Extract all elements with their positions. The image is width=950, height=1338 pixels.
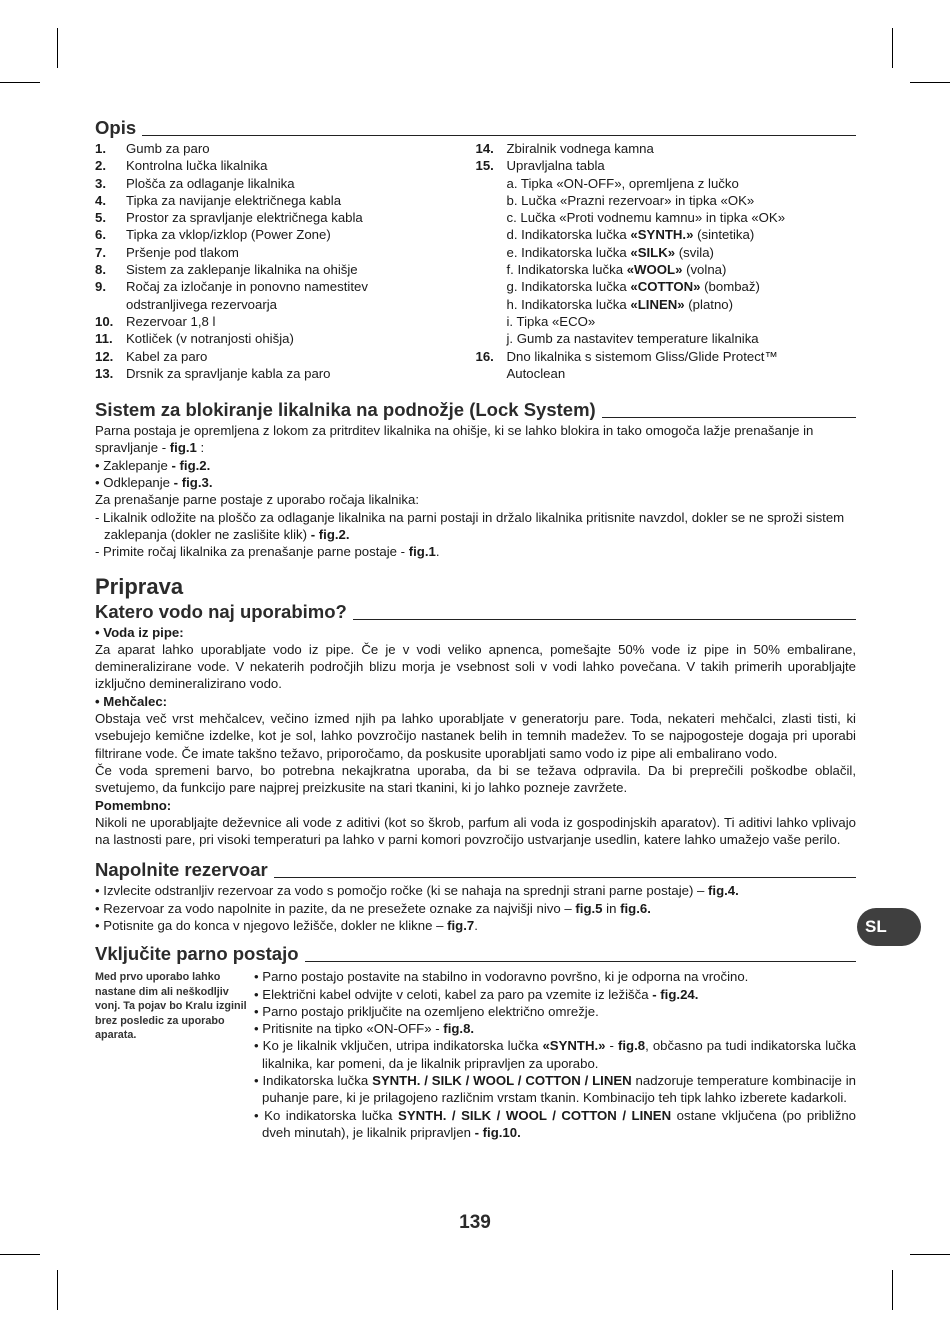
dash-item: - Likalnik odložite na ploščo za odlaganje likalnika na parni postaji in držalo likalnika pritisnite navzdol, dokler se ne sproži sistem zaklepanja (dokler ne zaslišite klik) - fig.2.: [95, 509, 845, 542]
bullet-item: • Zaklepanje - fig.2.: [95, 457, 211, 473]
switch-on-steps: [250, 968, 856, 1141]
bullet-item: • Električni kabel odvijte v celoti, kabel za paro pa vzemite iz ležišča - fig.24.: [254, 986, 699, 1002]
list-item-continuation: odstranljivega rezervoarja: [126, 296, 277, 312]
crop-mark: [57, 1270, 58, 1310]
crop-mark: [910, 1254, 950, 1255]
heading-rule: [353, 619, 856, 620]
list-item: 6. Tipka za vklop/izklop (Power Zone): [95, 227, 331, 243]
crop-mark: [910, 82, 950, 83]
bullet-item: • Ko indikatorska lučka SYNTH. / SILK / WOOL / COTTON / LINEN ostane vključena (po približno dveh minutah), je likalnik pripravljen - fig.10.: [254, 1107, 856, 1140]
paragraph: Za prenašanje parne postaje z uporabo ročaja likalnika:: [95, 492, 420, 508]
list-item: 14. Zbiralnik vodnega kamna: [475, 141, 654, 156]
bullet-item: • Odklepanje - fig.3.: [95, 475, 213, 491]
switch-on-section: [95, 968, 856, 1141]
crop-mark: [0, 82, 40, 83]
side-note: Med prvo uporabo lahko nastane dim ali neškodljiv vonj. Ta pojav bo Kralu izginil brez posledic za uporabo aparata.: [95, 971, 247, 1042]
language-badge: SL: [857, 908, 921, 946]
sub-item: e. Indikatorska lučka «SILK» (svila): [506, 244, 714, 260]
list-item: 1. Gumb za paro: [95, 141, 210, 156]
paragraph: Nikoli ne uporabljajte deževnice ali vode z aditivi (kot so škrob, parfum ali voda iz gospodinjskih aparatov). Ti aditivi lahko vplivajo na lastnosti pare, pri visoki temperaturi pa lahko v parni komori povzročijo ustvarjanje usedlin, katere lahko umažejo vaše perilo.: [95, 814, 856, 848]
section-heading-fill: [95, 858, 856, 882]
list-item: 4. Tipka za navijanje električnega kabla: [95, 192, 342, 208]
list-item: 13. Drsnik za spravljanje kabla za paro: [95, 365, 331, 381]
bullet-item: • Parno postajo postavite na stabilno in vodoravno površno, ki je odporna na vročino.: [254, 969, 749, 985]
bullet-item: • Ko je likalnik vključen, utripa indikatorska lučka «SYNTH.» - fig.8, občasno pa tudi indikatorska lučka likalnika, kar pomeni, da je likalnik pripravljen za uporabo.: [254, 1038, 856, 1071]
sub-item: a. Tipka «ON-OFF», opremljena z lučko: [506, 175, 739, 191]
bullet-item: • Parno postajo priključite na ozemljeno električno omrežje.: [254, 1003, 599, 1019]
subheading: • Mehčalec:: [95, 693, 168, 709]
list-item: 16. Dno likalnika s sistemom Gliss/Glide Protect™: [475, 348, 778, 364]
subheading: Pomembno:: [95, 797, 172, 813]
list-item: 15. Upravljalna tabla: [475, 158, 605, 174]
section-title: Opis: [95, 117, 137, 138]
list-item: 3. Plošča za odlaganje likalnika: [95, 175, 295, 191]
sub-item: g. Indikatorska lučka «COTTON» (bombaž): [506, 279, 760, 295]
chapter-title: Priprava: [95, 573, 184, 599]
fill-section-body: [95, 882, 856, 934]
parts-list-right: [476, 140, 857, 382]
list-item: 5. Prostor za spravljanje električnega kabla: [95, 210, 363, 226]
sub-item: h. Indikatorska lučka «LINEN» (platno): [506, 296, 734, 312]
bullet-item: • Pritisnite na tipko «ON-OFF» - fig.8.: [254, 1021, 475, 1037]
paragraph: Parna postaja je opremljena z lokom za pritrditev likalnika na ohišje, ki se lahko blokira in tako omogoča lažje prenašanje in spravljanje - fig.1 :: [95, 423, 814, 456]
list-item: 12. Kabel za paro: [95, 348, 208, 364]
bullet-item: • Rezervoar za vodo napolnite in pazite, da ne presežete oznake za najvišji nivo – fig.5 in fig.6.: [95, 900, 651, 916]
section-title: Katero vodo naj uporabimo?: [95, 600, 347, 622]
bullet-item: • Izvlecite odstranljiv rezervoar za vodo s pomočjo ročke (ki se nahaja na sprednji strani parne postaje) – fig.4.: [95, 883, 739, 899]
section-heading-lock: [95, 398, 856, 422]
section-heading-water: [95, 600, 856, 624]
section-heading-opis: [95, 116, 856, 140]
sub-item: i. Tipka «ECO»: [506, 313, 596, 329]
water-section-body: [95, 624, 856, 849]
list-item: 8. Sistem za zaklepanje likalnika na ohišje: [95, 262, 358, 278]
list-item-continuation: Autoclean: [506, 365, 566, 381]
bullet-item: • Potisnite ga do konca v njegovo ležišče, dokler ne klikne – fig.7.: [95, 917, 478, 933]
sub-item: c. Lučka «Proti vodnemu kamnu» in tipka «OK»: [506, 210, 786, 226]
sub-item: j. Gumb za nastavitev temperature likalnika: [506, 331, 759, 347]
subheading: • Voda iz pipe:: [95, 624, 184, 640]
list-item: 11. Kotliček (v notranjosti ohišja): [95, 331, 294, 347]
lock-section-body: [95, 422, 856, 560]
heading-rule: [142, 135, 856, 136]
heading-rule: [305, 961, 856, 962]
crop-mark: [892, 28, 893, 68]
paragraph: Obstaja več vrst mehčalcev, večino izmed njih pa lahko uporabljate v generatorju pare. Toda, nekateri mehčalci, zlasti tisti, ki vsebujejo kemične izdelke, kot je sol, lahko povzročijo nastanek belih in temnih madežev. To se najpogosteje dogaja pri uporabi filtrirane vode. Če imate takšno težavo, priporočamo, da poskusite uporabljati samo vodo iz pipe ali embalirano vodo.: [95, 711, 856, 761]
heading-rule: [274, 877, 856, 878]
crop-mark: [0, 1254, 40, 1255]
parts-list: [95, 140, 856, 382]
crop-mark: [57, 28, 58, 68]
crop-mark: [892, 1270, 893, 1310]
list-item: 9. Ročaj za izločanje in ponovno namestitev: [95, 279, 368, 295]
list-item: 10. Rezervoar 1,8 l: [95, 313, 216, 329]
page-number: 139: [459, 1212, 491, 1233]
sub-item: f. Indikatorska lučka «WOOL» (volna): [506, 262, 727, 278]
section-title: Sistem za blokiranje likalnika na podnožje (Lock System): [95, 399, 596, 421]
heading-rule: [602, 417, 856, 418]
sub-item: b. Lučka «Prazni rezervoar» in tipka «OK»: [506, 192, 755, 208]
parts-list-left: [95, 140, 476, 382]
dash-item: - Primite ročaj likalnika za prenašanje parne postaje - fig.1.: [95, 544, 440, 560]
section-title: Vključite parno postajo: [95, 943, 299, 965]
section-title: Napolnite rezervoar: [95, 859, 268, 881]
list-item: 7. Pršenje pod tlakom: [95, 244, 239, 260]
paragraph: Če voda spremeni barvo, bo potrebna nekajkratna uporaba, da bi se težava odpravila. Da bi preprečili poškodbe oblačil, svetujemo, da funkcijo pare najprej preizkusite na stari tkanini, ki jo lahko pozneje zavržete.: [95, 762, 856, 796]
page-content: [95, 116, 856, 1141]
sub-item: d. Indikatorska lučka «SYNTH.» (sintetika): [506, 227, 755, 243]
bullet-item: • Indikatorska lučka SYNTH. / SILK / WOOL / COTTON / LINEN nadzoruje temperature kombinacije in puhanje pare, ki je prilagojeno različnim vrstam tkanin. Kombinacijo teh tipk lahko izberete kadarkoli.: [254, 1073, 857, 1106]
section-heading-switch-on: [95, 942, 856, 966]
paragraph: Za aparat lahko uporabljate vodo iz pipe. Če je v vodi veliko apnenca, pomešajte 50% vode iz pipe in 50% embalirane, demineralizirane vode. V nekaterih področjih blizu morja je vsebnost soli v vodi lahko povečana. V takih primerih uporabljajte izključno demineralizirano vodo.: [95, 641, 856, 692]
list-item: 2. Kontrolna lučka likalnika: [95, 158, 268, 174]
